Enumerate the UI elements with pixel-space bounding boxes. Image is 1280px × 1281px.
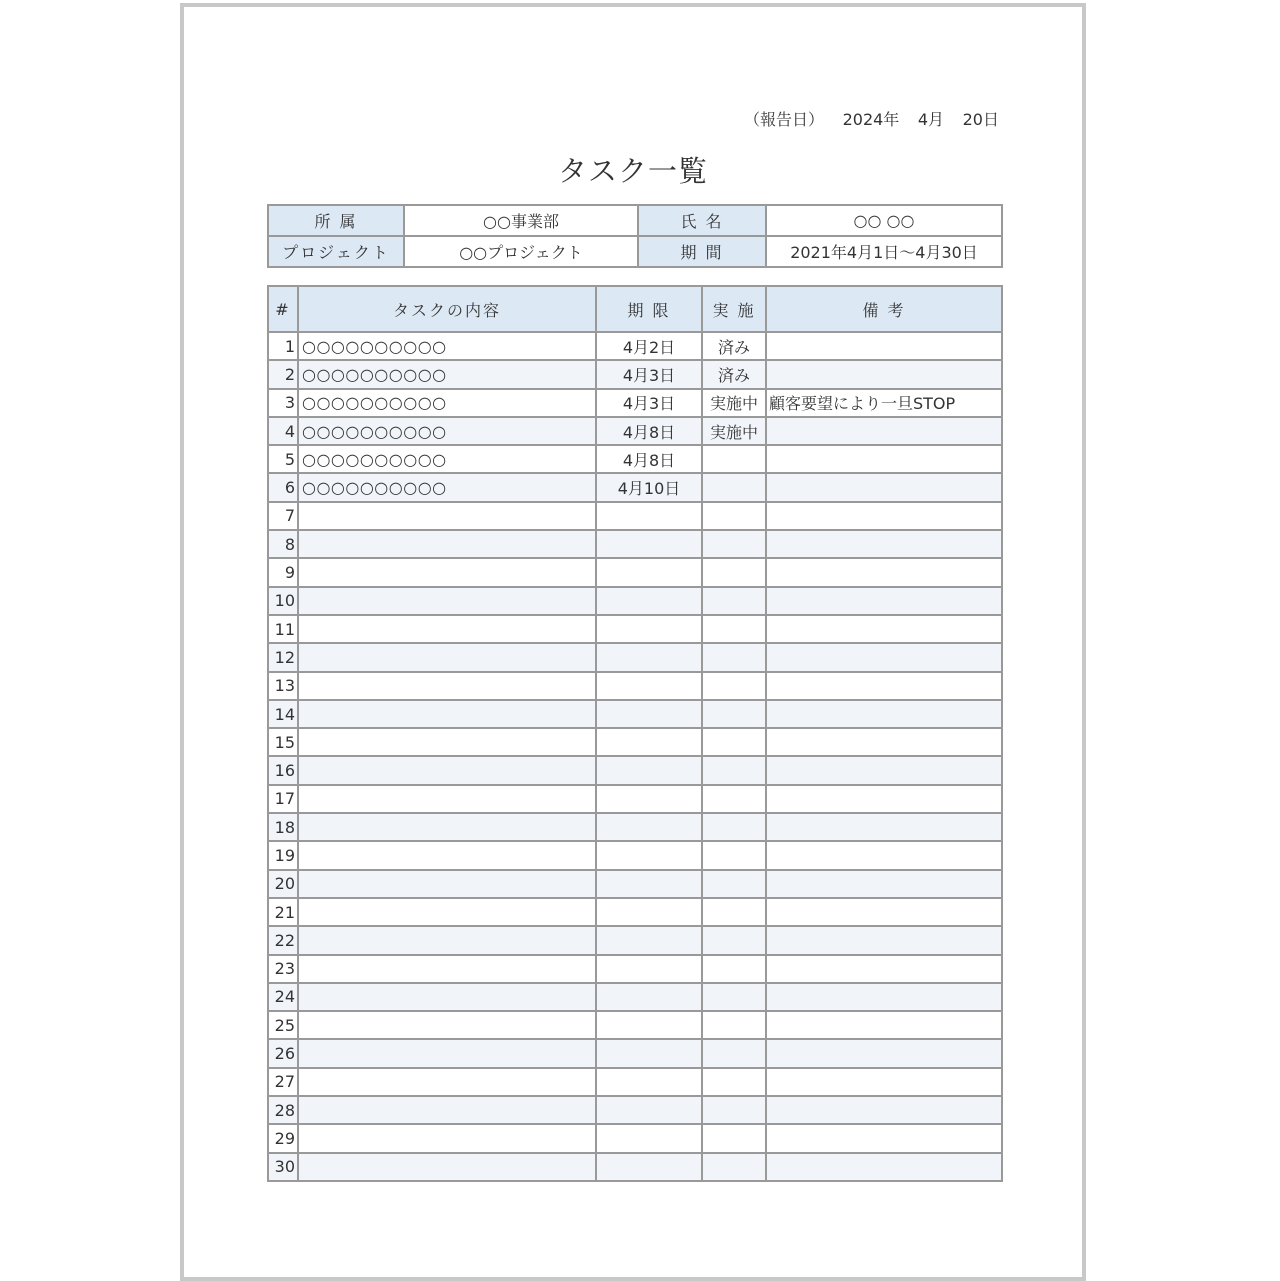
table-row xyxy=(268,643,1002,671)
header-note: 備 考 xyxy=(766,286,1002,332)
task-note-cell[interactable] xyxy=(766,587,1002,615)
task-status-cell[interactable] xyxy=(702,1124,766,1152)
project-value[interactable]: ○○プロジェクト xyxy=(404,236,638,267)
task-num-cell: 8 xyxy=(268,530,298,558)
header-num: # xyxy=(268,286,298,332)
task-due-cell[interactable]: 4月8日 xyxy=(596,445,702,473)
task-status-cell[interactable] xyxy=(702,643,766,671)
task-note-cell[interactable] xyxy=(766,615,1002,643)
report-date-label: （報告日） xyxy=(744,110,825,129)
task-due-cell[interactable] xyxy=(596,502,702,530)
table-row xyxy=(268,615,1002,643)
task-header-row xyxy=(268,286,1002,332)
task-due-cell[interactable] xyxy=(596,530,702,558)
task-num-cell: 16 xyxy=(268,756,298,784)
task-num-cell: 15 xyxy=(268,728,298,756)
task-note-cell[interactable] xyxy=(766,756,1002,784)
task-content-cell[interactable] xyxy=(298,1153,596,1181)
task-due-cell[interactable]: 4月8日 xyxy=(596,417,702,445)
task-note-cell[interactable] xyxy=(766,502,1002,530)
task-due-cell[interactable] xyxy=(596,1011,702,1039)
task-num-cell: 14 xyxy=(268,700,298,728)
header-due: 期 限 xyxy=(596,286,702,332)
task-num-cell: 2 xyxy=(268,360,298,388)
task-status-cell[interactable] xyxy=(702,530,766,558)
task-due-cell[interactable] xyxy=(596,785,702,813)
task-status-cell[interactable] xyxy=(702,672,766,700)
task-due-cell[interactable]: 4月10日 xyxy=(596,473,702,501)
table-row xyxy=(268,1124,1002,1152)
task-status-cell[interactable]: 実施中 xyxy=(702,417,766,445)
task-note-cell[interactable] xyxy=(766,332,1002,360)
task-status-cell[interactable] xyxy=(702,445,766,473)
task-status-cell[interactable] xyxy=(702,558,766,586)
report-date xyxy=(744,107,999,130)
table-row xyxy=(268,389,1002,417)
table-row xyxy=(268,1068,1002,1096)
task-num-cell: 9 xyxy=(268,558,298,586)
task-note-cell[interactable] xyxy=(766,558,1002,586)
table-row xyxy=(268,813,1002,841)
table-row xyxy=(268,332,1002,360)
task-content-cell[interactable] xyxy=(298,1096,596,1124)
task-due-cell[interactable] xyxy=(596,615,702,643)
task-due-cell[interactable] xyxy=(596,983,702,1011)
task-content-cell[interactable] xyxy=(298,728,596,756)
task-note-cell[interactable] xyxy=(766,813,1002,841)
table-row xyxy=(268,785,1002,813)
task-num-cell: 11 xyxy=(268,615,298,643)
table-row xyxy=(268,558,1002,586)
task-content-cell[interactable] xyxy=(298,700,596,728)
task-status-cell[interactable]: 済み xyxy=(702,360,766,388)
task-content-cell[interactable] xyxy=(298,898,596,926)
task-num-cell: 17 xyxy=(268,785,298,813)
task-content-cell[interactable] xyxy=(298,1068,596,1096)
task-due-cell[interactable] xyxy=(596,728,702,756)
task-status-cell[interactable] xyxy=(702,1011,766,1039)
task-status-cell[interactable] xyxy=(702,700,766,728)
task-content-cell[interactable] xyxy=(298,643,596,671)
task-content-cell[interactable] xyxy=(298,841,596,869)
task-status-cell[interactable] xyxy=(702,813,766,841)
task-table xyxy=(267,285,1003,1182)
task-num-cell: 19 xyxy=(268,841,298,869)
document-sheet xyxy=(180,3,1086,1281)
task-status-cell[interactable] xyxy=(702,615,766,643)
task-status-cell[interactable] xyxy=(702,502,766,530)
task-content-cell[interactable] xyxy=(298,530,596,558)
task-content-cell[interactable] xyxy=(298,1124,596,1152)
task-note-cell[interactable] xyxy=(766,1011,1002,1039)
task-note-cell[interactable] xyxy=(766,926,1002,954)
task-num-cell: 4 xyxy=(268,417,298,445)
table-row xyxy=(268,926,1002,954)
task-due-cell[interactable] xyxy=(596,1124,702,1152)
report-date-month: 4月 xyxy=(917,110,945,129)
task-due-cell[interactable] xyxy=(596,672,702,700)
table-row xyxy=(268,1153,1002,1181)
task-due-cell[interactable] xyxy=(596,558,702,586)
table-row xyxy=(268,1011,1002,1039)
table-row xyxy=(268,587,1002,615)
task-num-cell: 22 xyxy=(268,926,298,954)
task-content-cell[interactable] xyxy=(298,558,596,586)
task-due-cell[interactable] xyxy=(596,756,702,784)
task-due-cell[interactable] xyxy=(596,813,702,841)
task-num-cell: 21 xyxy=(268,898,298,926)
project-label: プロジェクト xyxy=(268,236,404,267)
task-note-cell[interactable] xyxy=(766,1068,1002,1096)
table-row xyxy=(268,502,1002,530)
task-note-cell[interactable] xyxy=(766,1124,1002,1152)
name-label: 氏 名 xyxy=(638,205,766,236)
task-status-cell[interactable] xyxy=(702,1096,766,1124)
task-due-cell[interactable]: 4月2日 xyxy=(596,332,702,360)
task-note-cell[interactable] xyxy=(766,728,1002,756)
task-due-cell[interactable]: 4月3日 xyxy=(596,360,702,388)
task-content-cell[interactable] xyxy=(298,615,596,643)
task-body xyxy=(268,332,1002,1181)
table-row xyxy=(268,530,1002,558)
table-row xyxy=(268,870,1002,898)
task-num-cell: 1 xyxy=(268,332,298,360)
name-value[interactable]: ○○ ○○ xyxy=(766,205,1002,236)
task-content-cell[interactable] xyxy=(298,756,596,784)
task-note-cell[interactable] xyxy=(766,473,1002,501)
task-due-cell[interactable] xyxy=(596,841,702,869)
task-num-cell: 23 xyxy=(268,955,298,983)
task-num-cell: 13 xyxy=(268,672,298,700)
task-num-cell: 5 xyxy=(268,445,298,473)
task-content-cell[interactable] xyxy=(298,1011,596,1039)
info-table xyxy=(267,204,1003,268)
period-label: 期 間 xyxy=(638,236,766,267)
task-due-cell[interactable] xyxy=(596,870,702,898)
table-row xyxy=(268,445,1002,473)
table-row xyxy=(268,672,1002,700)
task-due-cell[interactable] xyxy=(596,700,702,728)
task-content-cell[interactable]: ○○○○○○○○○○ xyxy=(298,332,596,360)
task-content-cell[interactable] xyxy=(298,587,596,615)
task-content-cell[interactable] xyxy=(298,785,596,813)
task-num-cell: 30 xyxy=(268,1153,298,1181)
task-due-cell[interactable]: 4月3日 xyxy=(596,389,702,417)
task-note-cell[interactable] xyxy=(766,643,1002,671)
task-note-cell[interactable] xyxy=(766,417,1002,445)
task-status-cell[interactable] xyxy=(702,473,766,501)
task-note-cell[interactable] xyxy=(766,445,1002,473)
task-due-cell[interactable] xyxy=(596,926,702,954)
task-content-cell[interactable]: ○○○○○○○○○○ xyxy=(298,389,596,417)
task-num-cell: 28 xyxy=(268,1096,298,1124)
task-due-cell[interactable] xyxy=(596,587,702,615)
task-note-cell[interactable] xyxy=(766,672,1002,700)
task-num-cell: 6 xyxy=(268,473,298,501)
task-status-cell[interactable]: 済み xyxy=(702,332,766,360)
period-value[interactable]: 2021年4月1日～4月30日 xyxy=(766,236,1002,267)
task-status-cell[interactable] xyxy=(702,955,766,983)
task-due-cell[interactable] xyxy=(596,898,702,926)
task-content-cell[interactable] xyxy=(298,672,596,700)
task-status-cell[interactable] xyxy=(702,756,766,784)
task-content-cell[interactable] xyxy=(298,502,596,530)
task-status-cell[interactable] xyxy=(702,1068,766,1096)
info-row-2 xyxy=(268,236,1002,267)
task-note-cell[interactable] xyxy=(766,360,1002,388)
task-note-cell[interactable] xyxy=(766,841,1002,869)
task-note-cell[interactable] xyxy=(766,530,1002,558)
task-status-cell[interactable]: 実施中 xyxy=(702,389,766,417)
task-note-cell[interactable] xyxy=(766,898,1002,926)
table-row xyxy=(268,983,1002,1011)
task-num-cell: 25 xyxy=(268,1011,298,1039)
affiliation-value[interactable]: ○○事業部 xyxy=(404,205,638,236)
report-date-year: 2024年 xyxy=(842,110,900,129)
task-status-cell[interactable] xyxy=(702,898,766,926)
task-num-cell: 29 xyxy=(268,1124,298,1152)
task-status-cell[interactable] xyxy=(702,926,766,954)
task-status-cell[interactable] xyxy=(702,1153,766,1181)
task-num-cell: 20 xyxy=(268,870,298,898)
table-row xyxy=(268,1039,1002,1067)
task-note-cell[interactable] xyxy=(766,983,1002,1011)
task-note-cell[interactable] xyxy=(766,955,1002,983)
task-note-cell[interactable] xyxy=(766,785,1002,813)
task-status-cell[interactable] xyxy=(702,983,766,1011)
table-row xyxy=(268,756,1002,784)
task-content-cell[interactable] xyxy=(298,870,596,898)
table-row xyxy=(268,360,1002,388)
table-row xyxy=(268,728,1002,756)
task-content-cell[interactable] xyxy=(298,955,596,983)
task-num-cell: 24 xyxy=(268,983,298,1011)
task-note-cell[interactable] xyxy=(766,1096,1002,1124)
task-note-cell[interactable]: 顧客要望により一旦STOP xyxy=(766,389,1002,417)
table-row xyxy=(268,1096,1002,1124)
task-status-cell[interactable] xyxy=(702,1039,766,1067)
task-num-cell: 18 xyxy=(268,813,298,841)
task-status-cell[interactable] xyxy=(702,728,766,756)
table-row xyxy=(268,700,1002,728)
task-note-cell[interactable] xyxy=(766,870,1002,898)
task-due-cell[interactable] xyxy=(596,1039,702,1067)
task-content-cell[interactable] xyxy=(298,926,596,954)
task-content-cell[interactable] xyxy=(298,813,596,841)
task-note-cell[interactable] xyxy=(766,700,1002,728)
table-row xyxy=(268,841,1002,869)
task-content-cell[interactable]: ○○○○○○○○○○ xyxy=(298,360,596,388)
task-status-cell[interactable] xyxy=(702,870,766,898)
table-row xyxy=(268,955,1002,983)
task-due-cell[interactable] xyxy=(596,1153,702,1181)
task-num-cell: 7 xyxy=(268,502,298,530)
task-num-cell: 12 xyxy=(268,643,298,671)
report-date-day: 20日 xyxy=(962,110,999,129)
task-due-cell[interactable] xyxy=(596,1096,702,1124)
task-status-cell[interactable] xyxy=(702,587,766,615)
task-num-cell: 27 xyxy=(268,1068,298,1096)
table-row xyxy=(268,898,1002,926)
task-content-cell[interactable]: ○○○○○○○○○○ xyxy=(298,417,596,445)
task-note-cell[interactable] xyxy=(766,1153,1002,1181)
task-content-cell[interactable] xyxy=(298,983,596,1011)
header-status: 実 施 xyxy=(702,286,766,332)
table-row xyxy=(268,417,1002,445)
task-due-cell[interactable] xyxy=(596,643,702,671)
task-num-cell: 3 xyxy=(268,389,298,417)
table-row xyxy=(268,473,1002,501)
page-title: タスク一覧 xyxy=(557,154,708,188)
task-due-cell[interactable] xyxy=(596,955,702,983)
task-num-cell: 10 xyxy=(268,587,298,615)
info-row-1 xyxy=(268,205,1002,236)
task-status-cell[interactable] xyxy=(702,785,766,813)
task-status-cell[interactable] xyxy=(702,841,766,869)
header-content: タスクの内容 xyxy=(298,286,596,332)
task-num-cell: 26 xyxy=(268,1039,298,1067)
task-content-cell[interactable] xyxy=(298,1039,596,1067)
task-content-cell[interactable]: ○○○○○○○○○○ xyxy=(298,473,596,501)
affiliation-label: 所 属 xyxy=(268,205,404,236)
task-note-cell[interactable] xyxy=(766,1039,1002,1067)
task-content-cell[interactable]: ○○○○○○○○○○ xyxy=(298,445,596,473)
task-due-cell[interactable] xyxy=(596,1068,702,1096)
